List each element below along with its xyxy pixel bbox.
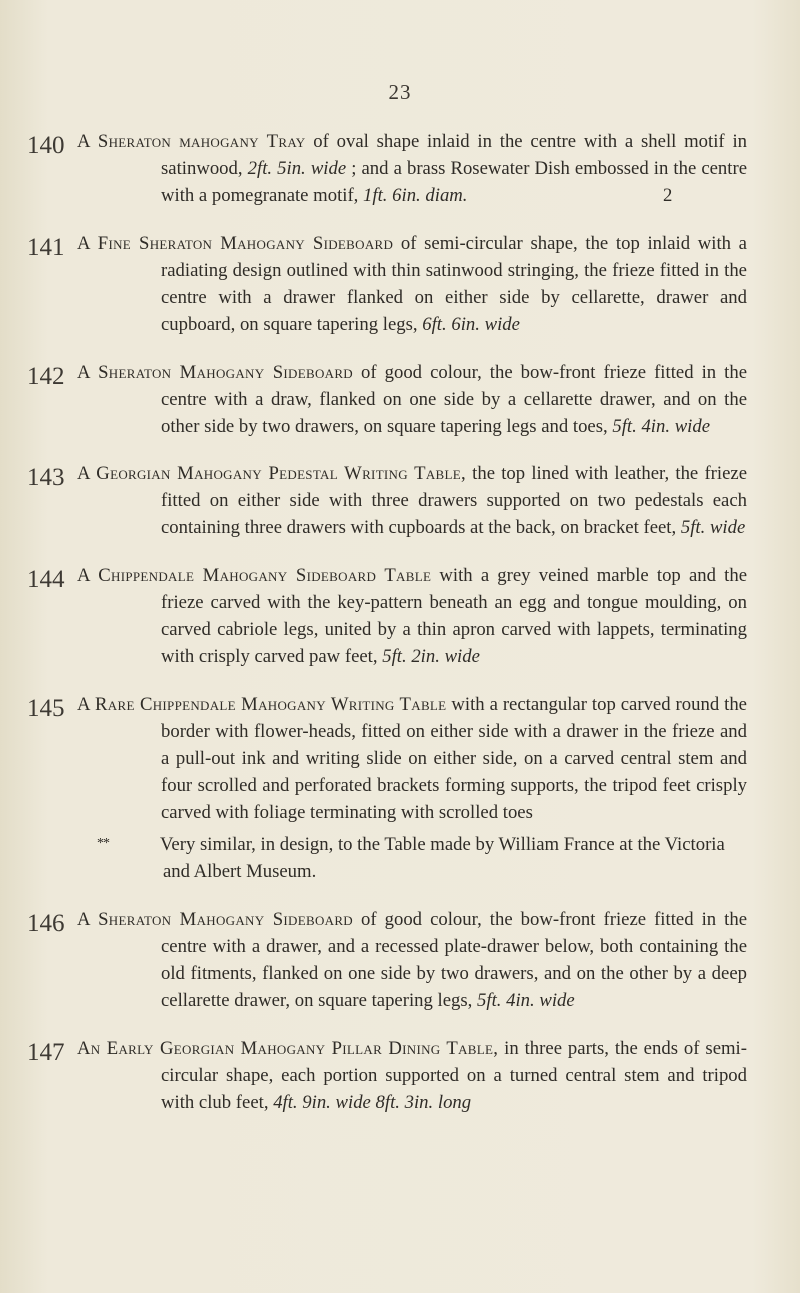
lot-description	[77, 562, 747, 670]
lot-body: of good colour, the bow-front frieze fitted in the centre with a draw, flanked on one side by a cellarette drawer, and on the other side by two drawers, on square tapering legs and toes,	[161, 361, 747, 437]
lot-dimensions: 6ft. 6in. wide	[422, 313, 520, 335]
asterism-mark: **	[97, 835, 109, 851]
lot-description: A Sheraton mahogany Tray of oval shape inlaid in the centre with a shell motif in satinwood, 2ft. 5in. wide ; and a brass Rosewater Dish embossed in the centre with a pomegranate motif, 1ft. 6in. diam. 2	[77, 131, 748, 207]
page-number: 23	[388, 80, 412, 104]
lot-dimensions-secondary: 1ft. 6in. diam.	[363, 185, 468, 207]
lot-dimensions: 5ft. wide	[680, 517, 746, 539]
lot-number: 145	[27, 694, 65, 722]
lot-body: with a rectangular top carved round the border with flower-heads, fitted on either side with a drawer in the frieze and a pull-out ink and writing slide on either side, on a carved central stem and four scrolled and perforated brackets forming supports, the tripod feet crisply carved with foliage terminating with scrolled toes	[161, 693, 747, 824]
lot-dimensions: 5ft. 2in. wide	[382, 646, 480, 668]
lot-body: of good colour, the bow-front frieze fitted in the centre with a drawer, and a recessed plate-drawer below, both containing the old fitments, flanked on one side by two drawers, and on the other by a deep cellarette drawer, on square tapering legs,	[161, 908, 747, 1011]
lot-body: in three parts, the ends of semi-circular shape, each portion supported on a turned central stem and tripod with club feet,	[161, 1037, 747, 1113]
lot-description	[77, 691, 747, 826]
lot-number: 147	[27, 1038, 65, 1066]
lot-number: 140	[27, 132, 65, 159]
lot-lead: A Chippendale Mahogany Sideboard Table	[77, 565, 432, 587]
lot-description	[77, 906, 747, 1014]
lot-body: of semi-circular shape, the top inlaid with a radiating design outlined with thin satinwood stringing, the frieze fitted in the centre with a drawer flanked on either side by cellarette, drawer and cupboard, on square tapering legs,	[161, 232, 747, 335]
lot-description	[77, 1035, 747, 1116]
lot-note-text: Very similar, in design, to the Table made by William France at the Victoria and Albert Museum.	[160, 833, 725, 882]
lot-dimensions: 4ft. 9in. wide 8ft. 3in. long	[273, 1091, 472, 1113]
lot-lead: A Rare Chippendale Mahogany Writing Table	[77, 693, 447, 715]
lot-number: 144	[27, 566, 65, 594]
lot-description	[77, 359, 747, 440]
lot-lead: A Georgian Mahogany Pedestal Writing Table,	[77, 463, 466, 485]
lot-dimensions: 2ft. 5in. wide	[247, 158, 347, 180]
lot-body-continued: ; and a brass Rosewater Dish embossed in the centre with a pomegranate motif,	[161, 158, 748, 207]
lot-lead: A Sheraton mahogany Tray	[77, 131, 306, 152]
lot-description	[77, 460, 747, 541]
lot-lead: A Fine Sheraton Mahogany Sideboard	[77, 232, 394, 254]
lot-lead: A Sheraton Mahogany Sideboard	[77, 908, 353, 930]
lot-number: 142	[27, 362, 65, 390]
lot-number: 146	[27, 909, 65, 937]
lot-number: 141	[27, 233, 65, 261]
lot-dimensions: 5ft. 4in. wide	[477, 989, 575, 1011]
lot-body: with a grey veined marble top and the frieze carved with the key-pattern beneath an egg and tongue moulding, on carved cabriole legs, united by a thin apron carved with lappets, terminating with crisply carved paw feet,	[161, 565, 747, 668]
lot-number: 143	[27, 464, 65, 492]
lot-lead: An Early Georgian Mahogany Pillar Dining Table,	[77, 1037, 499, 1059]
lot-description	[77, 230, 747, 338]
lot-note	[97, 830, 750, 885]
lot-body: the top lined with leather, the frieze fitted on either side with three drawers supported on two pedestals each containing three drawers with cupboards at the back, on bracket feet,	[161, 463, 747, 539]
lot-lead: A Sheraton Mahogany Sideboard	[77, 361, 353, 383]
lot-body: of oval shape inlaid in the centre with a shell motif in satinwood,	[161, 131, 747, 180]
lot-dimensions: 5ft. 4in. wide	[612, 415, 711, 437]
